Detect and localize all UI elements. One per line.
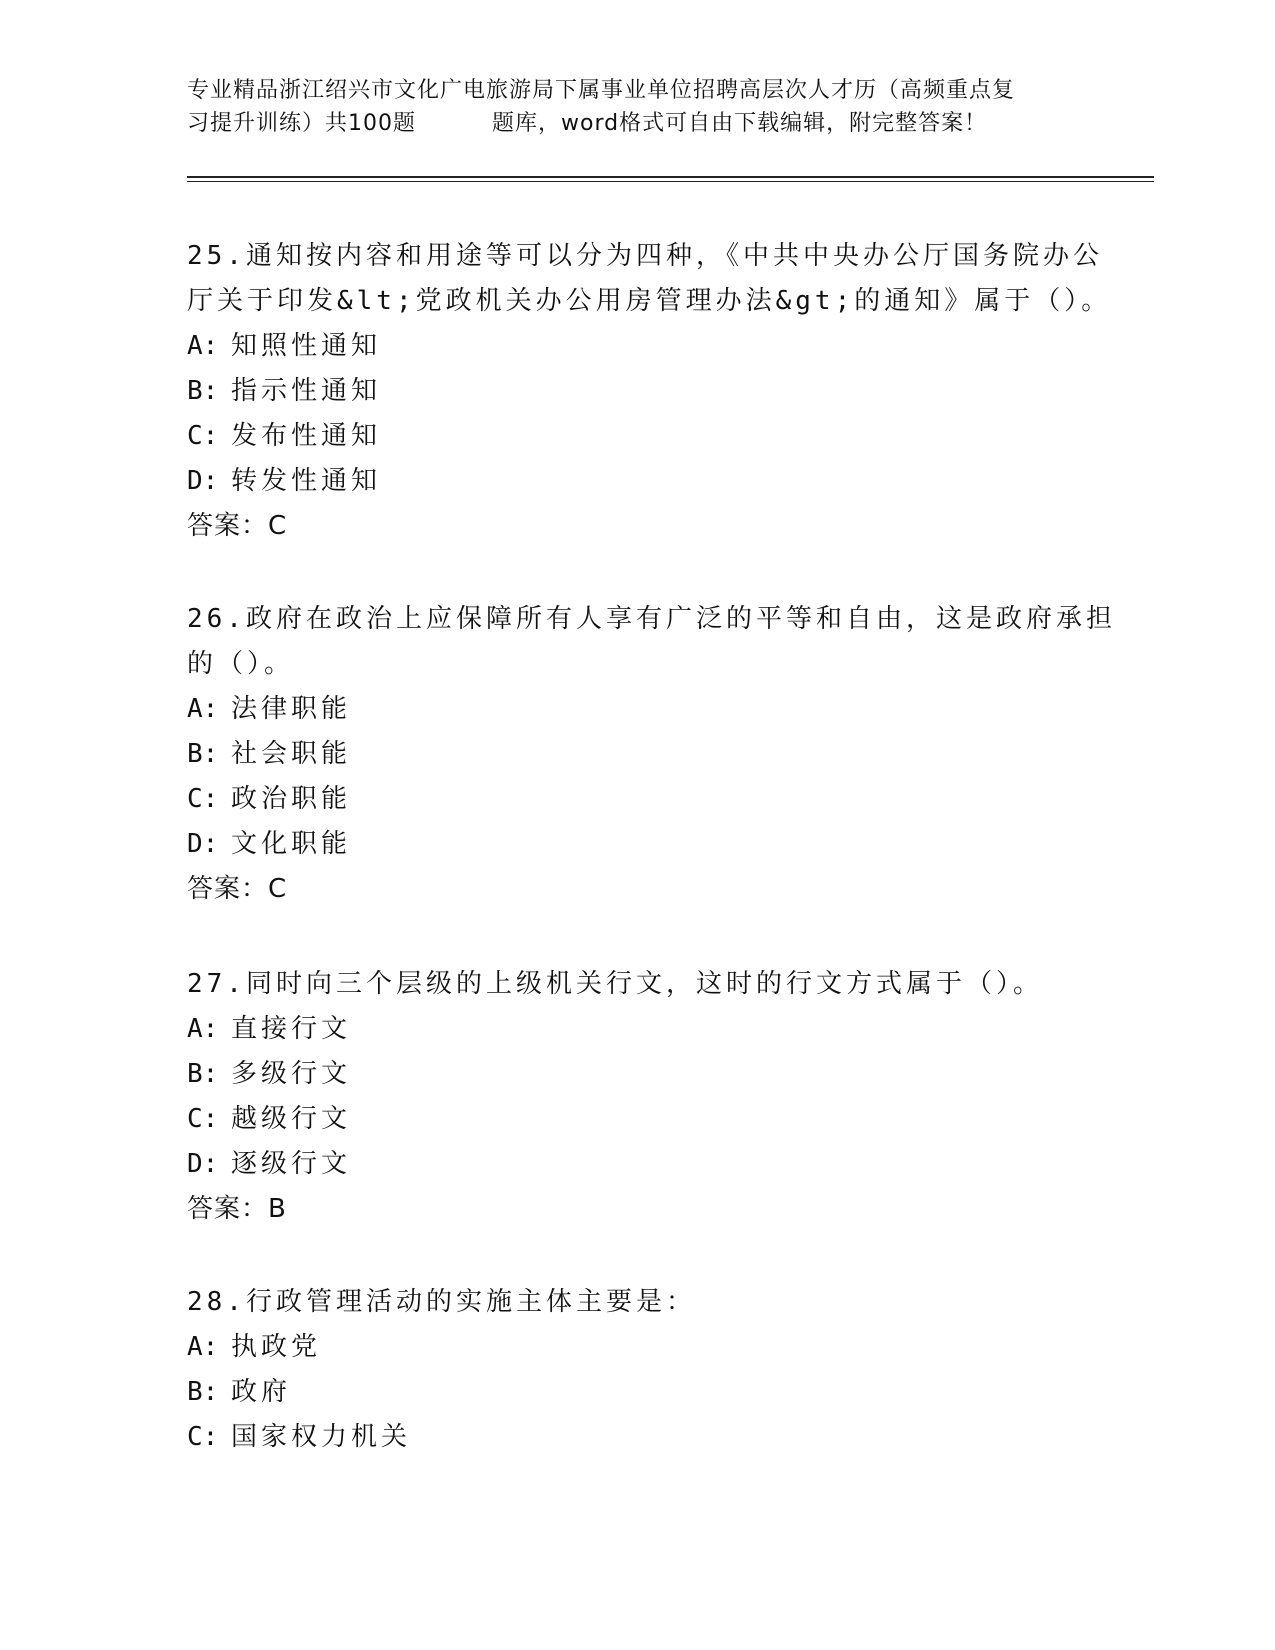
option-key: B: xyxy=(187,1059,219,1089)
option-text: 法律职能 xyxy=(231,694,352,724)
option-b xyxy=(187,1052,1087,1097)
option-b xyxy=(187,1370,1087,1415)
option-text: 逐级行文 xyxy=(231,1149,352,1179)
option-text: 文化职能 xyxy=(231,829,352,859)
header-title-line-1: 专业精品浙江绍兴市文化广电旅游局下属事业单位招聘高层次人才历（高频重点复 xyxy=(187,78,1016,103)
question-stem-line-1: 27.同时向三个层级的上级机关行文，这时的行文方式属于（）。 xyxy=(187,969,1043,999)
option-text: 执政党 xyxy=(231,1332,322,1362)
option-text: 政府 xyxy=(231,1377,292,1407)
option-key: C: xyxy=(187,784,219,814)
option-text: 直接行文 xyxy=(231,1014,352,1044)
question-stem-line-1: 28.行政管理活动的实施主体主要是： xyxy=(187,1287,696,1317)
question-stem-line-2: 的（）。 xyxy=(187,649,295,679)
option-a xyxy=(187,324,1087,369)
answer-line: 答案：C xyxy=(187,874,288,904)
option-a xyxy=(187,1007,1087,1052)
option-key: A: xyxy=(187,1014,219,1044)
option-c xyxy=(187,777,1087,822)
header-title-part-1: 习提升训练）共100题 xyxy=(187,111,416,136)
option-d xyxy=(187,822,1087,867)
answer-line: 答案：C xyxy=(187,511,288,541)
header-title-part-2: 题库，word格式可自由下载编辑，附完整答案！ xyxy=(492,111,988,136)
option-key: A: xyxy=(187,1332,219,1362)
question-block xyxy=(187,234,1112,549)
option-text: 社会职能 xyxy=(231,739,352,769)
option-text: 发布性通知 xyxy=(231,421,382,451)
question-block xyxy=(187,597,1116,912)
option-d xyxy=(187,1142,1087,1187)
option-b xyxy=(187,732,1087,777)
option-key: D: xyxy=(187,829,219,859)
option-key: D: xyxy=(187,1149,219,1179)
option-text: 多级行文 xyxy=(231,1059,352,1089)
option-c xyxy=(187,414,1087,459)
option-text: 越级行文 xyxy=(231,1104,352,1134)
option-text: 国家权力机关 xyxy=(231,1422,412,1452)
question-stem-line-1: 25.通知按内容和用途等可以分为四种，《中共中央办公厅国务院办公 xyxy=(187,241,1103,271)
question-stem-line-1: 26.政府在政治上应保障所有人享有广泛的平等和自由，这是政府承担 xyxy=(187,604,1116,634)
option-key: A: xyxy=(187,694,219,724)
option-b xyxy=(187,369,1087,414)
option-key: A: xyxy=(187,331,219,361)
document-header xyxy=(187,74,1087,140)
option-key: B: xyxy=(187,376,219,406)
option-key: C: xyxy=(187,1422,219,1452)
option-key: C: xyxy=(187,1104,219,1134)
option-text: 转发性通知 xyxy=(231,466,382,496)
question-block xyxy=(187,1280,1087,1460)
option-key: B: xyxy=(187,1377,219,1407)
option-key: C: xyxy=(187,421,219,451)
option-c xyxy=(187,1415,1087,1460)
option-text: 指示性通知 xyxy=(231,376,382,406)
option-text: 知照性通知 xyxy=(231,331,382,361)
option-key: B: xyxy=(187,739,219,769)
option-a xyxy=(187,687,1087,732)
option-c xyxy=(187,1097,1087,1142)
option-a xyxy=(187,1325,1087,1370)
header-divider-thin xyxy=(187,181,1154,182)
option-text: 政治职能 xyxy=(231,784,352,814)
header-divider-thick xyxy=(187,176,1154,178)
answer-line: 答案：B xyxy=(187,1194,287,1224)
question-stem-line-2: 厅关于印发&lt;党政机关办公用房管理办法&gt;的通知》属于（）。 xyxy=(187,286,1112,316)
option-key: D: xyxy=(187,466,219,496)
header-title-line-2 xyxy=(187,107,1087,140)
option-d xyxy=(187,459,1087,504)
question-block xyxy=(187,962,1087,1232)
